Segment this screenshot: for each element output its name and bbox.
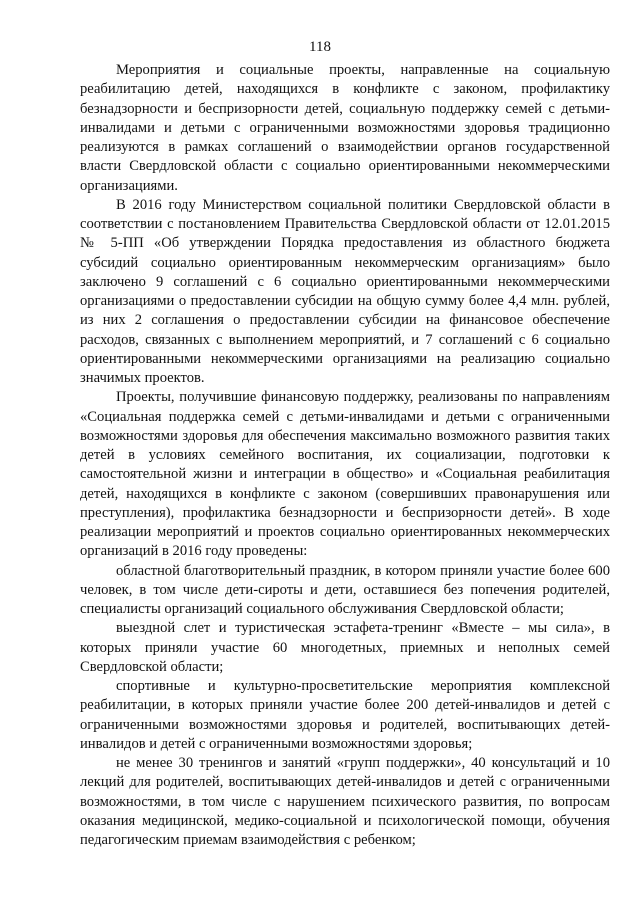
body-text — [80, 61, 610, 850]
paragraph-intro: Мероприятия и социальные проекты, направленные на социальную реабилитацию детей, находящихся в конфликте с законом, профилактику безнадзорности и беспризорности детей, социальную поддержку семей с детьми-инвалидами и детьми с ограниченными возможностями здоровья традиционно реализуются в рамках соглашений о взаимодействии органов государственной власти Свердловской области с социально ориентированными некоммерческими организациями. — [80, 62, 610, 194]
page-number: 118 — [309, 39, 331, 55]
list-item-sports-events: спортивные и культурно-просветительские мероприятия комплексной реабилитации, в которых приняли участие более 200 детей-инвалидов и детей с ограниченными возможностями здоровья и родителей, воспитывающих детей-инвалидов и детей с ограниченными возможностями здоровья; — [80, 678, 610, 752]
list-item-field-rally: выездной слет и туристическая эстафета-тренинг «Вместе – мы сила», в которых приняли участие 60 многодетных, приемных и неполных семей Свердловской области; — [80, 620, 610, 675]
paragraph-projects: Проекты, получившие финансовую поддержку, реализованы по направлениям «Социальная поддержка семей с детьми-инвалидами и детьми с ограниченными возможностями здоровья для обеспечения максимально возможного развития таких детей в условиях семейного воспитания, их социализации, подготовки к самостоятельной жизни и интеграции в общество» и «Социальная реабилитация детей, находящихся в конфликте с законом (совершивших правонарушения или преступления), профилактика безнадзорности и беспризорности детей». В ходе реализации мероприятий и проектов социально ориентированных некоммерческих организаций в 2016 году проведены: — [80, 389, 610, 560]
paragraph-agreements-2016: В 2016 году Министерством социальной политики Свердловской области в соответствии с постановлением Правительства Свердловской области от 12.01.2015 № 5-ПП «Об утверждении Порядка предоставления из областного бюджета субсидий социально ориентированным некоммерческим организациям» было заключено 9 соглашений с 6 социально ориентированными некоммерческими организациями о предоставлении субсидии на общую сумму более 4,4 млн. рублей, из них 2 соглашения о предоставлении субсидии на финансовое обеспечение расходов, связанных с выполнением мероприятий, и 7 соглашений с 6 социально ориентированными некоммерческими организациями на реализацию социально значимых проектов. — [80, 196, 610, 386]
list-item-trainings: не менее 30 тренингов и занятий «групп поддержки», 40 консультаций и 10 лекций для родителей, воспитывающих детей-инвалидов и детей с ограниченными возможностями, в том числе с нарушением психического развития, по вопросам оказания медицинской, медико-социальной и психологической помощи, обучения педагогическим приемам взаимодействия с ребенком; — [80, 755, 610, 848]
list-item-charity-holiday: областной благотворительный праздник, в котором приняли участие более 600 человек, в том числе дети-сироты и дети, оставшиеся без попечения родителей, специалисты организаций социального обслуживания Свердловской области; — [80, 562, 610, 617]
